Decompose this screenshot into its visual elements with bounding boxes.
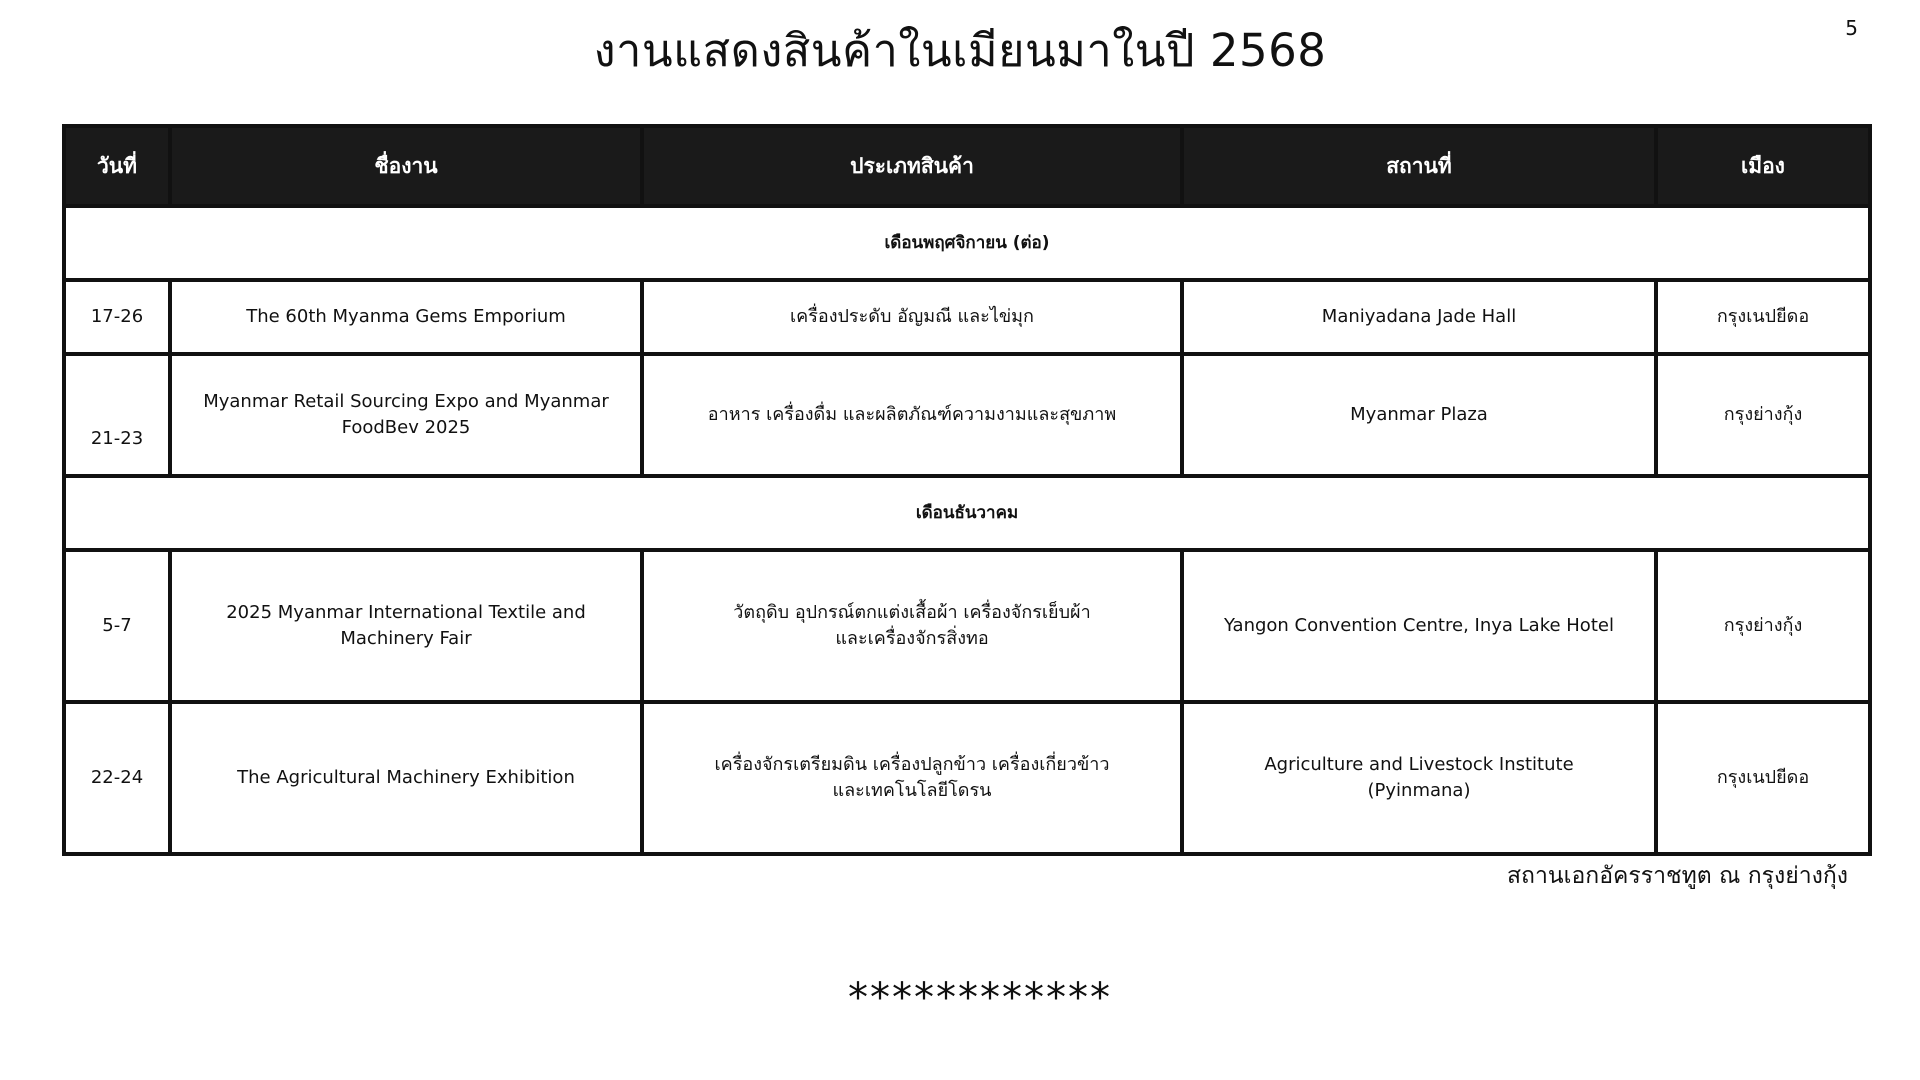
- table-header-row: [64, 126, 1870, 206]
- event-date: 21-23: [64, 354, 170, 476]
- header-venue: สถานที่: [1182, 126, 1656, 206]
- event-name: [170, 354, 642, 476]
- event-venue: [1182, 354, 1656, 476]
- event-venue-line: (Pyinmana): [1367, 780, 1471, 801]
- month-label: เดือนธันวาคม: [64, 476, 1870, 550]
- trade-fair-table: [62, 124, 1872, 856]
- event-venue-line: Maniyadana Jade Hall: [1321, 306, 1517, 327]
- event-venue-line: Yangon Convention Centre, Inya Lake Hotel: [1224, 615, 1614, 636]
- event-date: 5-7: [64, 550, 170, 702]
- page-title: งานแสดงสินค้าในเมียนมาในปี 2568: [593, 24, 1327, 77]
- header-city: เมือง: [1656, 126, 1870, 206]
- event-name: [170, 280, 642, 354]
- event-name-line: The Agricultural Machinery Exhibition: [237, 767, 575, 788]
- event-category-line: และเทคโนโลยีโดรน: [832, 780, 992, 801]
- embassy-signature: สถานเอกอัครราชทูต ณ กรุงย่างกุ้ง: [1507, 863, 1848, 889]
- end-stars: ************: [848, 975, 1112, 1021]
- event-city: กรุงเนปยีดอ: [1656, 702, 1870, 854]
- event-category-line: เครื่องประดับ อัญมณี และไข่มุก: [790, 306, 1034, 327]
- event-venue: [1182, 702, 1656, 854]
- event-venue: [1182, 280, 1656, 354]
- event-category: [642, 702, 1182, 854]
- event-category: [642, 354, 1182, 476]
- page-number: 5: [1845, 16, 1858, 40]
- table-row: [64, 550, 1870, 702]
- event-name: [170, 550, 642, 702]
- event-venue: [1182, 550, 1656, 702]
- event-city: กรุงย่างกุ้ง: [1656, 354, 1870, 476]
- event-category-line: และเครื่องจักรสิ่งทอ: [835, 628, 989, 649]
- month-row: [64, 476, 1870, 550]
- event-category: [642, 550, 1182, 702]
- month-row: [64, 206, 1870, 280]
- event-name-line: Myanmar Retail Sourcing Expo and Myanmar: [203, 391, 609, 412]
- table-row: [64, 280, 1870, 354]
- event-date: 22-24: [64, 702, 170, 854]
- event-category-line: วัตถุดิบ อุปกรณ์ตกแต่งเสื้อผ้า เครื่องจักรเย็บผ้า: [733, 602, 1091, 623]
- event-category-line: อาหาร เครื่องดื่ม และผลิตภัณฑ์ความงามและสุขภาพ: [707, 404, 1117, 425]
- header-name: ชื่องาน: [170, 126, 642, 206]
- event-city: กรุงย่างกุ้ง: [1656, 550, 1870, 702]
- event-venue-line: Myanmar Plaza: [1350, 404, 1488, 425]
- event-date: 17-26: [64, 280, 170, 354]
- event-name: [170, 702, 642, 854]
- header-date: วันที่: [64, 126, 170, 206]
- table-row: [64, 702, 1870, 854]
- month-label: เดือนพฤศจิกายน (ต่อ): [64, 206, 1870, 280]
- event-name-line: 2025 Myanmar International Textile and: [226, 602, 586, 623]
- event-venue-line: Agriculture and Livestock Institute: [1264, 754, 1574, 775]
- event-name-line: FoodBev 2025: [341, 417, 471, 438]
- event-category-line: เครื่องจักรเตรียมดิน เครื่องปลูกข้าว เครื่องเกี่ยวข้าว: [714, 754, 1110, 775]
- event-category: [642, 280, 1182, 354]
- event-name-line: The 60th Myanma Gems Emporium: [246, 306, 566, 327]
- table-row: [64, 354, 1870, 476]
- event-city: กรุงเนปยีดอ: [1656, 280, 1870, 354]
- event-name-line: Machinery Fair: [340, 628, 472, 649]
- header-category: ประเภทสินค้า: [642, 126, 1182, 206]
